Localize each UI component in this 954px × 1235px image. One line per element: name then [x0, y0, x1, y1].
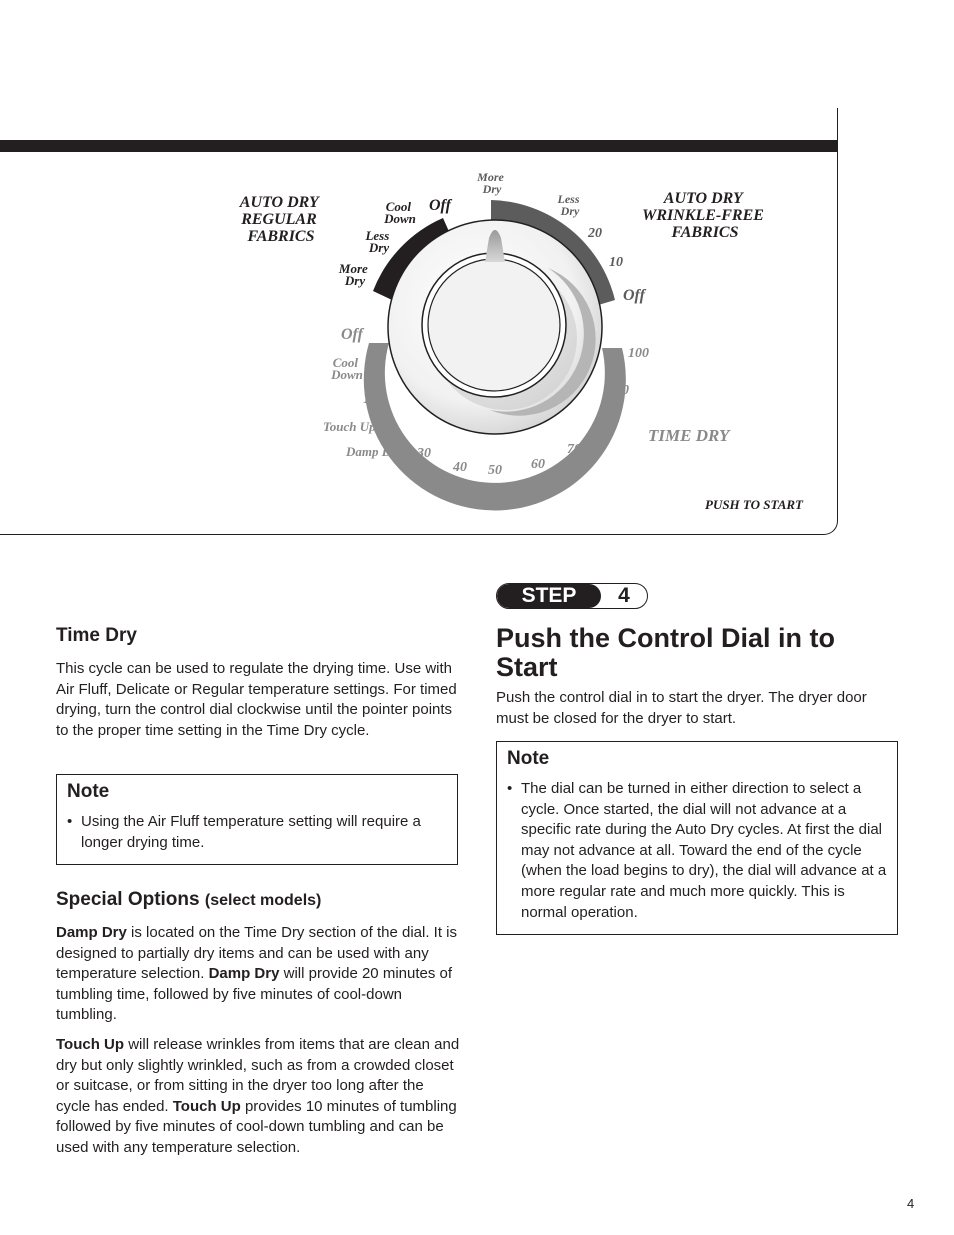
wrinkle-free-20-label: 20: [588, 226, 602, 241]
special-options-suffix: (select models): [204, 892, 322, 909]
more-dry-left-label: More Dry: [338, 261, 368, 288]
time-dry-50-label: 50: [488, 463, 502, 478]
note-item: • Using the Air Fluff temperature setting will require a longer drying time.: [81, 812, 447, 853]
time-dry-10-label: 10: [363, 392, 377, 407]
push-to-start-label: PUSH TO START: [705, 497, 804, 512]
less-dry-left-label: Less Dry: [365, 228, 390, 255]
touch-up-text: Touch Up will release wrinkles from items that are clean and dry but only slightly wrinkled, such as from a crowded closet or suitcase, or from sitting in the dryer too long after the cycle has ended. Touch Up provides 10 minutes of tumbling followed by five minutes of cool-down tumbling and can be used with any temperature selection.: [56, 1036, 460, 1156]
note-title: Note: [507, 748, 550, 769]
time-dry-text: This cycle can be used to regulate the drying time. Use with Air Fluff, Delicate or Regular temperature settings. For timed drying, turn the control dial clockwise until the pointer points to the proper time setting in the Time Dry cycle.: [56, 660, 457, 739]
time-dry-70-label: 70: [567, 442, 581, 457]
time-dry-heading: Time Dry: [56, 625, 137, 646]
control-dial-illustration: [0, 108, 838, 535]
time-dry-90-label: 90: [615, 383, 629, 398]
page-number: 4: [907, 1196, 915, 1211]
touch-up-label: Touch Up: [323, 419, 376, 434]
step-title: Push the Control Dial in to Start: [496, 623, 835, 682]
wrinkle-free-off-label: Off: [623, 287, 645, 304]
damp-dry-label: Damp Dry: [346, 444, 402, 459]
less-dry-right-label: Less Dry: [557, 192, 580, 218]
time-dry-80-label: 80: [596, 415, 610, 430]
step-number: 4: [618, 584, 630, 607]
damp-dry-text: Damp Dry is located on the Time Dry section of the dial. It is designed to partially dry items and can be used with any temperature selection. Damp Dry will provide 20 minutes of tumbling time, followed by five minutes of cool-down tumbling.: [56, 924, 458, 1024]
time-dry-20-label: 20: [384, 421, 398, 436]
time-dry-40-label: 40: [453, 460, 467, 475]
step-note-box: [496, 741, 898, 935]
time-dry-label: TIME DRY: [648, 426, 730, 445]
auto-dry-regular-label: AUTO DRY REGULAR FABRICS: [239, 194, 319, 245]
time-dry-60-label: 60: [531, 457, 545, 472]
wrinkle-free-10-label: 10: [609, 255, 623, 270]
off-top-label: Off: [429, 197, 451, 214]
special-options-heading: Special Options (select models): [56, 889, 322, 910]
auto-dry-wrinkle-free-label: AUTO DRY WRINKLE-FREE FABRICS: [642, 190, 764, 241]
note-item: • The dial can be turned in either direction to select a cycle. Once started, the dial will not advance at a specific rate during the Auto Dry cycles. At first the dial may not advance at all. Toward the end of the cycle (when the load begins to dry), the dial will advance at a more regular rate and much more quickly. This is normal operation.: [521, 779, 887, 923]
time-dry-off-label: Off: [341, 326, 363, 343]
step-badge: [496, 583, 648, 609]
more-dry-top-label: More Dry: [477, 170, 504, 196]
step-text: Push the control dial in to start the dryer. The dryer door must be closed for the dryer to start.: [496, 689, 867, 727]
step-label: STEP: [497, 584, 601, 608]
time-dry-100-label: 100: [628, 346, 649, 361]
time-dry-30-label: 30: [417, 446, 431, 461]
time-dry-cool-down-label: Cool Down: [331, 355, 363, 382]
note-title: Note: [67, 781, 110, 802]
time-dry-note-box: [56, 774, 458, 865]
cool-down-top-label: Cool Down: [384, 199, 416, 226]
